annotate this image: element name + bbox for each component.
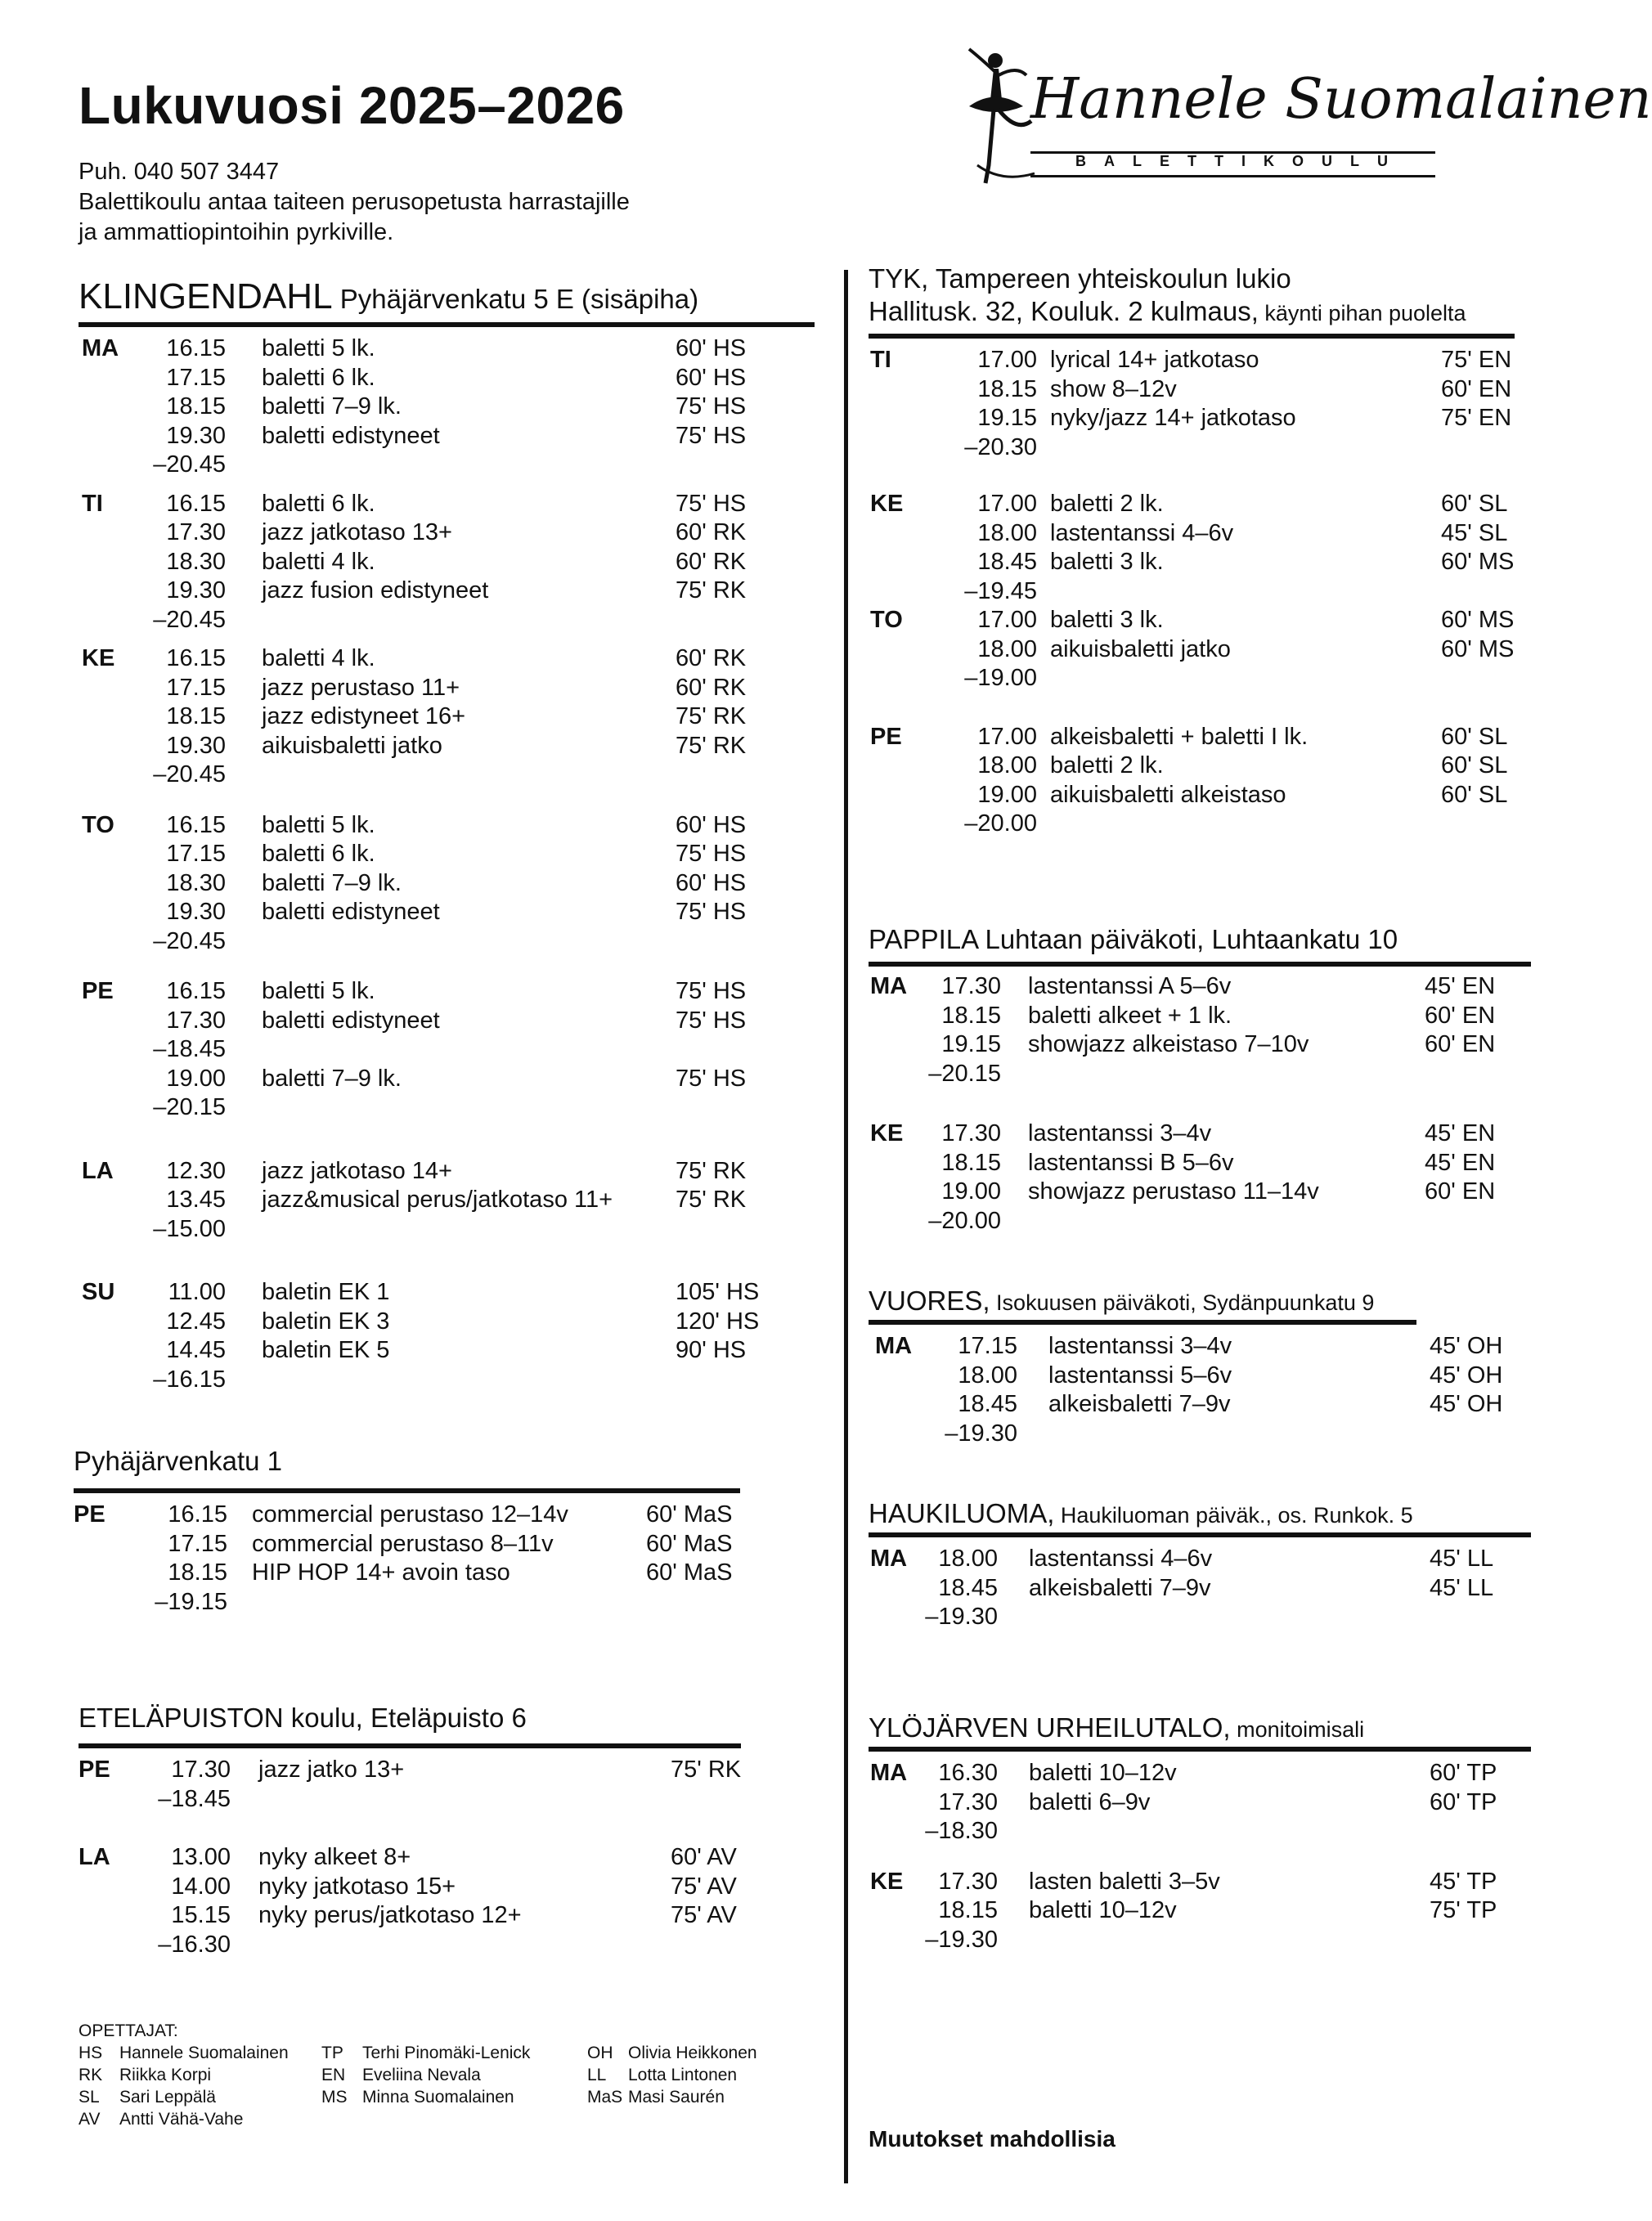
row-class: jazz jatko 13+	[258, 1757, 405, 1783]
teacher-code: MS	[321, 2088, 348, 2107]
phone-number: Puh. 040 507 3447	[79, 159, 280, 185]
section-heading	[869, 1498, 1413, 1529]
row-duration-teacher: 60' MaS	[646, 1501, 733, 1528]
row-time: 13.00	[171, 1844, 231, 1870]
section-rule	[869, 962, 1531, 967]
row-duration-teacher: 60' SL	[1441, 781, 1508, 808]
intro-line-2: ja ammattiopintoihin pyrkiville.	[79, 219, 394, 245]
row-class: baletti 7–9 lk.	[262, 869, 402, 896]
row-duration-teacher: 75' HS	[676, 490, 747, 517]
row-duration-teacher: 60' SL	[1441, 723, 1508, 750]
row-day: PE	[82, 978, 114, 1004]
row-time: 17.15	[166, 674, 226, 701]
row-class: baletti 7–9 lk.	[262, 393, 402, 420]
row-class: aikuisbaletti jatko	[262, 732, 442, 759]
row-time: 18.00	[958, 1362, 1017, 1389]
row-time: –20.45	[153, 761, 226, 787]
row-time: 15.15	[171, 1902, 231, 1928]
row-class: lastentanssi B 5–6v	[1028, 1149, 1234, 1176]
row-duration-teacher: 60' HS	[676, 869, 747, 896]
row-time: 18.00	[977, 519, 1037, 546]
row-day: MA	[870, 1760, 908, 1786]
row-class: nyky/jazz 14+ jatkotaso	[1050, 405, 1296, 431]
row-class: baletti 6 lk.	[262, 364, 375, 391]
row-time: 19.00	[941, 1178, 1001, 1205]
row-time: –15.00	[153, 1215, 226, 1242]
row-time: 16.15	[166, 978, 226, 1004]
row-time: 18.30	[166, 869, 226, 896]
row-class: HIP HOP 14+ avoin taso	[252, 1559, 510, 1586]
row-duration-teacher: 75' EN	[1441, 405, 1512, 431]
section-subtitle: käynti pihan puolelta	[1258, 301, 1466, 325]
row-duration-teacher: 60' TP	[1430, 1760, 1497, 1786]
row-duration-teacher: 75' HS	[676, 422, 747, 449]
row-class: alkeisbaletti 7–9v	[1048, 1391, 1231, 1417]
row-duration-teacher: 75' AV	[671, 1902, 737, 1928]
section-rule	[74, 1488, 740, 1493]
row-duration-teacher: 60' RK	[676, 674, 747, 701]
row-class: showjazz perustaso 11–14v	[1028, 1178, 1319, 1205]
row-time: 17.30	[166, 519, 226, 545]
row-day: KE	[870, 1868, 904, 1895]
row-day: LA	[79, 1844, 110, 1870]
row-time: 18.15	[941, 1002, 1001, 1029]
row-class: baletti alkeet + 1 lk.	[1028, 1002, 1232, 1029]
row-class: baletti 3 lk.	[1050, 607, 1164, 633]
row-duration-teacher: 75' RK	[676, 577, 747, 603]
logo-script-text: Hannele Suomalainen	[1030, 67, 1652, 132]
teacher-code: AV	[79, 2110, 101, 2129]
teacher-name: Masi Saurén	[628, 2088, 725, 2107]
section-heading-line-2	[869, 296, 1466, 327]
row-class: aikuisbaletti alkeistaso	[1050, 781, 1286, 808]
row-duration-teacher: 75' RK	[676, 703, 747, 729]
row-class: jazz edistyneet 16+	[262, 703, 466, 729]
row-duration-teacher: 75' HS	[676, 841, 747, 867]
row-class: show 8–12v	[1050, 375, 1177, 402]
row-duration-teacher: 60' MaS	[646, 1559, 733, 1586]
row-class: baletti 10–12v	[1029, 1760, 1177, 1786]
row-time: 18.45	[958, 1391, 1017, 1417]
intro-block	[79, 157, 630, 248]
row-day: SU	[82, 1279, 115, 1305]
section-title: VUORES,	[869, 1285, 990, 1316]
row-time: 12.30	[166, 1157, 226, 1184]
row-duration-teacher: 60' SL	[1441, 491, 1508, 517]
row-duration-teacher: 75' HS	[676, 1065, 747, 1092]
section-title-line-1: TYK, Tampereen yhteiskoulun lukio	[869, 263, 1291, 294]
row-time: 19.30	[166, 899, 226, 925]
row-class: baletti 2 lk.	[1050, 491, 1164, 517]
row-class: commercial perustaso 12–14v	[252, 1501, 568, 1528]
row-time: 14.45	[166, 1337, 226, 1363]
row-time: 13.45	[166, 1187, 226, 1213]
teacher-name: Sari Leppälä	[119, 2088, 216, 2107]
row-time: 18.15	[977, 375, 1037, 402]
section-subtitle: monitoimisali	[1230, 1717, 1365, 1742]
teacher-code: RK	[79, 2066, 103, 2084]
row-time: 19.15	[977, 405, 1037, 431]
row-duration-teacher: 75' RK	[676, 1157, 747, 1184]
row-class: baletti 7–9 lk.	[262, 1065, 402, 1092]
row-time: 18.45	[977, 549, 1037, 575]
row-duration-teacher: 60' MS	[1441, 549, 1515, 575]
section-title: KLINGENDAHL	[79, 276, 333, 316]
row-time: –20.30	[964, 433, 1037, 460]
row-time: 17.30	[938, 1788, 998, 1815]
row-class: lastentanssi 4–6v	[1050, 519, 1234, 546]
row-duration-teacher: 75' TP	[1430, 1897, 1497, 1923]
row-time: –18.45	[158, 1785, 231, 1812]
section-rule	[79, 1743, 741, 1748]
row-time: 18.15	[166, 703, 226, 729]
row-time: 12.45	[166, 1308, 226, 1335]
row-class: commercial perustaso 8–11v	[252, 1530, 554, 1557]
row-time: 14.00	[171, 1873, 231, 1900]
row-time: –19.15	[155, 1588, 227, 1615]
teacher-name: Olivia Heikkonen	[628, 2044, 757, 2062]
row-class: jazz fusion edistyneet	[262, 577, 489, 603]
row-time: 18.00	[977, 635, 1037, 662]
row-day: LA	[82, 1157, 114, 1184]
row-time: 17.00	[977, 607, 1037, 633]
row-duration-teacher: 60' EN	[1425, 1031, 1496, 1057]
row-duration-teacher: 75' AV	[671, 1873, 737, 1900]
row-time: 18.30	[166, 548, 226, 575]
row-duration-teacher: 60' AV	[671, 1844, 737, 1870]
row-duration-teacher: 75' RK	[671, 1757, 742, 1783]
row-duration-teacher: 90' HS	[676, 1337, 747, 1363]
section-rule	[869, 1747, 1531, 1752]
row-time: 18.15	[938, 1897, 998, 1923]
teachers-legend	[79, 2020, 815, 2134]
row-duration-teacher: 60' RK	[676, 548, 747, 575]
row-class: baletti 4 lk.	[262, 645, 375, 671]
row-duration-teacher: 60' MS	[1441, 607, 1515, 633]
row-day: TO	[870, 607, 903, 633]
section-rule	[869, 1532, 1531, 1537]
row-duration-teacher: 45' SL	[1441, 519, 1508, 546]
teacher-name: Riikka Korpi	[119, 2066, 212, 2084]
row-time: 17.15	[958, 1333, 1017, 1359]
intro-line-1: Balettikoulu antaa taiteen perusopetusta harrastajille	[79, 189, 630, 215]
row-duration-teacher: 75' HS	[676, 393, 747, 420]
row-time: 18.15	[168, 1559, 227, 1586]
row-day: MA	[875, 1333, 913, 1359]
row-day: KE	[870, 491, 904, 517]
row-time: –20.45	[153, 927, 226, 954]
row-duration-teacher: 45' EN	[1425, 1120, 1496, 1146]
row-class: baletti 5 lk.	[262, 978, 375, 1004]
row-time: –20.15	[153, 1094, 226, 1120]
row-day: TI	[870, 347, 891, 373]
section-subtitle: Haukiluoman päiväk., os. Runkok. 5	[1054, 1503, 1413, 1528]
row-duration-teacher: 75' RK	[676, 1187, 747, 1213]
row-duration-teacher: 120' HS	[676, 1308, 760, 1335]
row-duration-teacher: 60' EN	[1425, 1178, 1496, 1205]
row-duration-teacher: 60' RK	[676, 519, 747, 545]
row-class: baletti 5 lk.	[262, 335, 375, 361]
row-class: lastentanssi A 5–6v	[1028, 973, 1232, 999]
row-duration-teacher: 45' OH	[1430, 1333, 1503, 1359]
row-class: lastentanssi 3–4v	[1048, 1333, 1232, 1359]
section-heading	[869, 924, 1398, 955]
section-heading	[79, 1703, 527, 1734]
row-duration-teacher: 60' HS	[676, 811, 747, 838]
row-time: 19.30	[166, 577, 226, 603]
row-time: –19.00	[964, 665, 1037, 691]
row-day: MA	[82, 335, 119, 361]
section-rule	[869, 334, 1515, 339]
teacher-name: Lotta Lintonen	[628, 2066, 738, 2084]
row-time: 17.30	[941, 1120, 1001, 1146]
row-time: 18.00	[938, 1546, 998, 1572]
row-time: 18.15	[941, 1149, 1001, 1176]
row-duration-teacher: 60' EN	[1425, 1002, 1496, 1029]
row-duration-teacher: 60' HS	[676, 364, 747, 391]
row-class: baletti edistyneet	[262, 899, 440, 925]
section-subtitle: Isokuusen päiväkoti, Sydänpuunkatu 9	[990, 1290, 1375, 1315]
section-title: YLÖJÄRVEN URHEILUTALO,	[869, 1712, 1231, 1743]
row-class: baletti 6 lk.	[262, 490, 375, 517]
teacher-name: Minna Suomalainen	[362, 2088, 514, 2107]
row-duration-teacher: 60' RK	[676, 645, 747, 671]
row-class: baletti 5 lk.	[262, 811, 375, 838]
row-duration-teacher: 75' HS	[676, 899, 747, 925]
row-duration-teacher: 45' OH	[1430, 1362, 1503, 1389]
section-title: ETELÄPUISTON koulu, Eteläpuisto 6	[79, 1703, 527, 1733]
teacher-code: SL	[79, 2088, 100, 2107]
row-time: 19.30	[166, 732, 226, 759]
row-duration-teacher: 45' LL	[1430, 1546, 1494, 1572]
row-time: 19.00	[166, 1065, 226, 1092]
row-class: baletin EK 3	[262, 1308, 390, 1335]
section-subtitle: Pyhäjärvenkatu 5 E (sisäpiha)	[332, 284, 699, 314]
row-duration-teacher: 60' TP	[1430, 1788, 1497, 1815]
section-heading	[869, 1285, 1374, 1317]
row-class: baletti 4 lk.	[262, 548, 375, 575]
row-class: lyrical 14+ jatkotaso	[1050, 347, 1259, 373]
row-time: 17.15	[168, 1530, 227, 1557]
row-time: 19.15	[941, 1031, 1001, 1057]
row-time: 18.45	[938, 1574, 998, 1601]
row-class: baletin EK 1	[262, 1279, 390, 1305]
row-day: TO	[82, 811, 114, 838]
teacher-code: MaS	[587, 2088, 623, 2107]
row-time: 18.00	[977, 752, 1037, 778]
row-day: MA	[870, 973, 908, 999]
teacher-name: Terhi Pinomäki-Lenick	[362, 2044, 531, 2062]
row-time: 16.15	[168, 1501, 227, 1528]
row-duration-teacher: 60' MS	[1441, 635, 1515, 662]
row-class: baletti 6 lk.	[262, 841, 375, 867]
row-time: –18.30	[925, 1818, 998, 1844]
teacher-code: HS	[79, 2044, 103, 2062]
row-day: KE	[870, 1120, 904, 1146]
teacher-name: Hannele Suomalainen	[119, 2044, 289, 2062]
school-logo	[953, 43, 1652, 190]
row-class: baletti 10–12v	[1029, 1897, 1177, 1923]
row-time: –20.00	[928, 1207, 1001, 1234]
row-class: lastentanssi 4–6v	[1029, 1546, 1213, 1572]
row-time: 17.00	[977, 347, 1037, 373]
row-time: 17.00	[977, 723, 1037, 750]
row-time: 16.15	[166, 335, 226, 361]
row-duration-teacher: 60' EN	[1441, 375, 1512, 402]
row-day: MA	[870, 1546, 908, 1572]
row-day: PE	[870, 723, 902, 750]
row-class: baletti 6–9v	[1029, 1788, 1151, 1815]
row-duration-teacher: 75' HS	[676, 1007, 747, 1034]
row-day: PE	[74, 1501, 105, 1528]
teachers-title: OPETTAJAT:	[79, 2021, 178, 2040]
row-time: 17.30	[171, 1757, 231, 1783]
teacher-code: LL	[587, 2066, 607, 2084]
row-duration-teacher: 60' SL	[1441, 752, 1508, 778]
row-class: aikuisbaletti jatko	[1050, 635, 1231, 662]
row-class: lastentanssi 3–4v	[1028, 1120, 1212, 1146]
teacher-code: TP	[321, 2044, 343, 2062]
ballerina-icon	[953, 43, 1043, 190]
row-time: 19.00	[977, 781, 1037, 808]
row-class: baletti 3 lk.	[1050, 549, 1164, 575]
row-day: KE	[82, 645, 115, 671]
row-class: alkeisbaletti + baletti I lk.	[1050, 723, 1309, 750]
row-duration-teacher: 45' EN	[1425, 973, 1496, 999]
row-time: –20.15	[928, 1060, 1001, 1087]
row-time: 16.30	[938, 1760, 998, 1786]
row-class: lasten baletti 3–5v	[1029, 1868, 1220, 1895]
row-class: jazz jatkotaso 14+	[262, 1157, 452, 1184]
row-class: jazz perustaso 11+	[262, 674, 460, 701]
row-time: –19.45	[964, 577, 1037, 604]
teacher-name: Antti Vähä-Vahe	[119, 2110, 244, 2129]
row-class: nyky alkeet 8+	[258, 1844, 411, 1870]
teacher-code: EN	[321, 2066, 346, 2084]
row-class: baletin EK 5	[262, 1337, 390, 1363]
row-time: –20.45	[153, 606, 226, 633]
changes-note: Muutokset mahdollisia	[869, 2126, 1116, 2151]
row-time: 18.15	[166, 393, 226, 420]
row-time: –20.00	[964, 810, 1037, 837]
section-rule	[79, 322, 815, 327]
page-title: Lukuvuosi 2025–2026	[79, 76, 625, 135]
row-duration-teacher: 45' EN	[1425, 1149, 1496, 1176]
row-time: –19.30	[945, 1420, 1017, 1447]
row-duration-teacher: 45' OH	[1430, 1391, 1503, 1417]
row-day: PE	[79, 1757, 110, 1783]
row-class: baletti edistyneet	[262, 1007, 440, 1034]
row-time: 17.15	[166, 364, 226, 391]
row-time: 17.30	[938, 1868, 998, 1895]
row-class: showjazz alkeistaso 7–10v	[1028, 1031, 1309, 1057]
row-time: 11.00	[168, 1279, 226, 1305]
row-time: 16.15	[166, 490, 226, 517]
row-day: TI	[82, 490, 103, 517]
row-class: jazz&musical perus/jatkotaso 11+	[262, 1187, 613, 1213]
row-class: alkeisbaletti 7–9v	[1029, 1574, 1211, 1601]
row-time: 16.15	[166, 811, 226, 838]
row-class: baletti 2 lk.	[1050, 752, 1164, 778]
row-class: baletti edistyneet	[262, 422, 440, 449]
section-title: PAPPILA Luhtaan päiväkoti, Luhtaankatu 10	[869, 924, 1398, 954]
row-time: 17.30	[166, 1007, 226, 1034]
row-time: –18.45	[153, 1036, 226, 1062]
section-heading	[79, 276, 698, 317]
section-title: Pyhäjärvenkatu 1	[74, 1446, 282, 1476]
row-time: 19.30	[166, 422, 226, 449]
section-heading	[869, 1712, 1364, 1743]
section-title: Hallitusk. 32, Kouluk. 2 kulmaus,	[869, 296, 1259, 326]
section-title: HAUKILUOMA,	[869, 1498, 1055, 1528]
logo-subtitle: BALETTIKOULU	[1075, 153, 1406, 169]
row-duration-teacher: 45' LL	[1430, 1574, 1494, 1601]
row-time: –19.30	[925, 1604, 998, 1630]
section-heading	[74, 1446, 282, 1477]
row-time: 17.00	[977, 491, 1037, 517]
row-class: lastentanssi 5–6v	[1048, 1362, 1232, 1389]
row-time: 17.15	[166, 841, 226, 867]
row-duration-teacher: 45' TP	[1430, 1868, 1497, 1895]
teacher-code: OH	[587, 2044, 613, 2062]
row-class: nyky perus/jatkotaso 12+	[258, 1902, 522, 1928]
row-duration-teacher: 105' HS	[676, 1279, 760, 1305]
row-class: jazz jatkotaso 13+	[262, 519, 452, 545]
row-time: –19.30	[925, 1926, 998, 1953]
section-rule	[869, 1320, 1416, 1325]
row-duration-teacher: 75' RK	[676, 732, 747, 759]
row-duration-teacher: 75' HS	[676, 978, 747, 1004]
section-heading-line-1	[869, 263, 1291, 294]
teacher-name: Eveliina Nevala	[362, 2066, 481, 2084]
row-duration-teacher: 75' EN	[1441, 347, 1512, 373]
row-time: –16.30	[158, 1931, 231, 1958]
row-time: –16.15	[153, 1366, 226, 1393]
row-time: 17.30	[941, 973, 1001, 999]
row-time: –20.45	[153, 451, 226, 478]
row-duration-teacher: 60' MaS	[646, 1530, 733, 1557]
row-duration-teacher: 60' HS	[676, 335, 747, 361]
row-time: 16.15	[166, 645, 226, 671]
row-class: nyky jatkotaso 15+	[258, 1873, 456, 1900]
